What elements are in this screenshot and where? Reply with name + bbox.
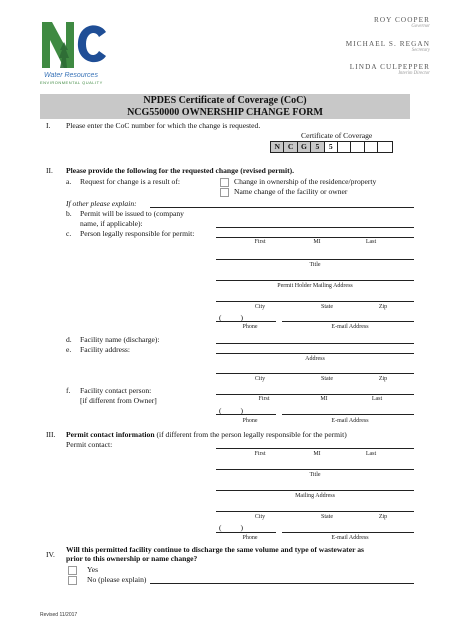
coc-box[interactable]	[365, 142, 378, 152]
caption-email: E-mail Address	[331, 418, 369, 424]
no-explain-field[interactable]	[150, 583, 414, 584]
caption-title: Title	[309, 472, 321, 478]
official-title: Interim Director	[398, 71, 430, 76]
caption-email: E-mail Address	[331, 324, 369, 330]
caption-mailing-address: Permit Holder Mailing Address	[277, 283, 353, 289]
item-f-text1: Facility contact person:	[80, 386, 152, 395]
item-b-text1: Permit will be issued to (company	[80, 209, 184, 218]
section-3-heading-rest: (if different from the person legally responsible for the permit)	[154, 430, 347, 439]
facility-address-field[interactable]	[216, 353, 414, 354]
section-4-question-line1: Will this permitted facility continue to discharge the same volume and type of wastewater as	[66, 545, 364, 554]
coc-box[interactable]: N	[271, 142, 284, 152]
permit-contact-email-field[interactable]	[282, 532, 414, 533]
official-name: LINDA CULPEPPER	[349, 63, 430, 71]
item-a-label: a.	[66, 177, 72, 186]
caption-city: City	[254, 376, 266, 382]
nc-logo-mark	[40, 18, 110, 70]
coc-label: Certificate of Coverage	[301, 131, 373, 140]
title-bar	[40, 94, 410, 119]
phone-field[interactable]	[216, 321, 276, 322]
section-3-heading	[66, 430, 347, 439]
permit-contact-phone-field[interactable]	[216, 532, 276, 533]
permit-contact-label: Permit contact:	[66, 440, 113, 449]
official-title: Governor	[411, 24, 430, 29]
permit-contact-title-field[interactable]	[216, 469, 414, 470]
caption-mi: MI	[313, 239, 321, 245]
logo-subtitle: Water Resources	[44, 72, 98, 79]
permit-contact-city-state-zip-field[interactable]	[216, 511, 414, 512]
caption-title: Title	[309, 262, 321, 268]
item-b-text2: name, if applicable):	[80, 219, 143, 228]
email-field[interactable]	[282, 321, 414, 322]
caption-first: First	[258, 396, 270, 402]
item-d-text: Facility name (discharge):	[80, 335, 160, 344]
caption-phone: Phone	[242, 324, 258, 330]
caption-zip: Zip	[378, 514, 388, 520]
item-f-text2: [if different from Owner]	[80, 396, 157, 405]
form-title-line1: NPDES Certificate of Coverage (CoC)	[143, 95, 307, 106]
item-c-label: c.	[66, 229, 72, 238]
caption-mailing-address: Mailing Address	[295, 493, 335, 499]
caption-mi: MI	[313, 451, 321, 457]
official-2	[346, 40, 430, 53]
name-change-checkbox[interactable]	[220, 188, 229, 197]
caption-first: First	[254, 451, 266, 457]
no-label: No (please explain)	[87, 575, 147, 584]
form-title-line2: NCG550000 OWNERSHIP CHANGE FORM	[127, 107, 323, 118]
phone-paren: ( )	[219, 406, 244, 415]
yes-label: Yes	[87, 565, 99, 574]
coc-number-boxes	[270, 141, 393, 153]
caption-last: Last	[365, 239, 377, 245]
caption-address: Address	[305, 356, 325, 362]
section-2-heading: Please provide the following for the requested change (revised permit).	[66, 166, 295, 175]
facility-contact-email-field[interactable]	[282, 414, 414, 415]
mailing-address-field[interactable]	[216, 280, 414, 281]
item-d-label: d.	[66, 335, 72, 344]
coc-box[interactable]: 5	[325, 142, 338, 152]
coc-box[interactable]: C	[284, 142, 297, 152]
caption-first: First	[254, 239, 266, 245]
no-checkbox[interactable]	[68, 576, 77, 585]
item-e-label: e.	[66, 345, 72, 354]
caption-last: Last	[365, 451, 377, 457]
section-4-number: IV.	[46, 550, 55, 559]
caption-zip: Zip	[378, 376, 388, 382]
logo-tagline: ENVIRONMENTAL QUALITY	[40, 80, 103, 85]
official-3	[350, 63, 430, 76]
revision-note: Revised 11/2017	[40, 612, 78, 618]
caption-city: City	[254, 514, 266, 520]
responsible-person-name-field[interactable]	[216, 237, 414, 238]
facility-contact-name-field[interactable]	[216, 394, 414, 395]
permit-contact-name-field[interactable]	[216, 448, 414, 449]
phone-paren: ( )	[219, 313, 244, 322]
other-explain-field[interactable]	[150, 207, 414, 208]
responsible-person-title-field[interactable]	[216, 259, 414, 260]
nc-logo	[40, 18, 110, 70]
facility-city-state-zip-field[interactable]	[216, 373, 414, 374]
official-name: ROY COOPER	[373, 16, 430, 24]
section-1-number: I.	[46, 121, 51, 130]
coc-box[interactable]: G	[298, 142, 311, 152]
permit-contact-mailing-field[interactable]	[216, 490, 414, 491]
caption-phone: Phone	[242, 418, 258, 424]
coc-box[interactable]	[378, 142, 391, 152]
coc-box[interactable]	[351, 142, 364, 152]
caption-zip: Zip	[378, 304, 388, 310]
phone-paren: ( )	[219, 523, 244, 532]
item-e-text: Facility address:	[80, 345, 130, 354]
facility-name-field[interactable]	[216, 343, 414, 344]
yes-checkbox[interactable]	[68, 566, 77, 575]
caption-state: State	[321, 376, 333, 382]
ownership-change-label: Change in ownership of the residence/property	[234, 177, 377, 186]
name-change-label: Name change of the facility or owner	[234, 187, 348, 196]
caption-state: State	[321, 514, 333, 520]
section-3-number: III.	[46, 430, 56, 439]
section-2-number: II.	[46, 166, 53, 175]
section-3-heading-bold: Permit contact information	[66, 430, 155, 439]
official-name: MICHAEL S. REGAN	[345, 40, 430, 48]
city-state-zip-field[interactable]	[216, 301, 414, 302]
item-f-label: f.	[66, 386, 71, 395]
caption-last: Last	[371, 396, 383, 402]
section-1-text: Please enter the CoC number for which the change is requested.	[66, 121, 261, 130]
item-a-text: Request for change is a result of:	[80, 177, 180, 186]
item-c-text: Person legally responsible for permit:	[80, 229, 195, 238]
section-4-question-line2: prior to this ownership or name change?	[66, 554, 198, 563]
item-b-label: b.	[66, 209, 72, 218]
facility-contact-phone-field[interactable]	[216, 414, 276, 415]
caption-state: State	[321, 304, 333, 310]
ownership-change-checkbox[interactable]	[220, 178, 229, 187]
other-explain-label: If other please explain:	[66, 199, 137, 208]
caption-email: E-mail Address	[331, 535, 369, 541]
caption-mi: MI	[320, 396, 328, 402]
permittee-name-field[interactable]	[216, 227, 414, 228]
caption-phone: Phone	[242, 535, 258, 541]
coc-box[interactable]	[338, 142, 351, 152]
coc-box[interactable]: 5	[311, 142, 324, 152]
official-1	[374, 16, 430, 29]
official-title: Secretary	[411, 48, 430, 53]
caption-city: City	[254, 304, 266, 310]
